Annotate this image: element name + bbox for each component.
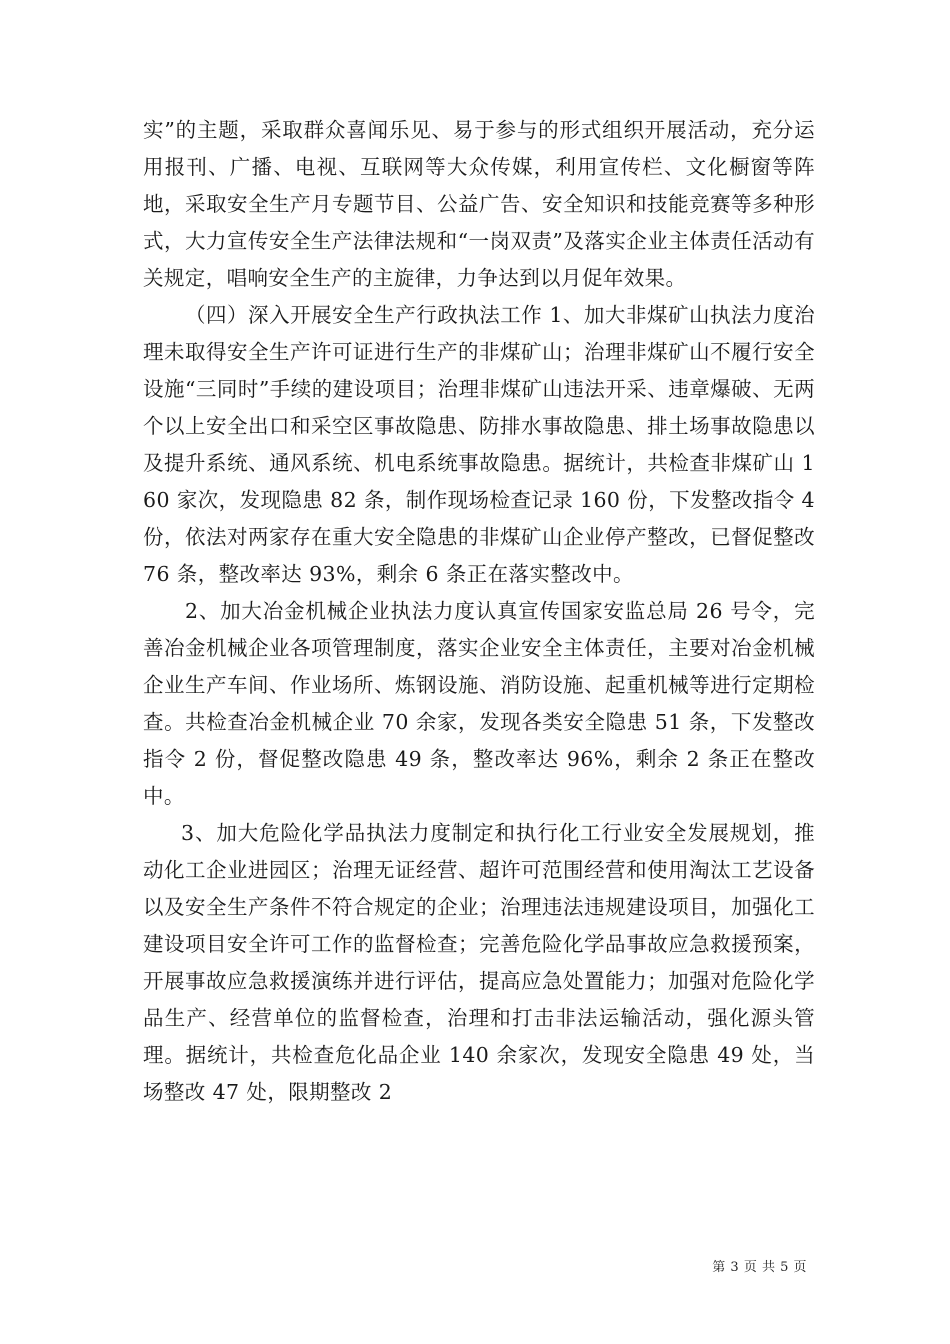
paragraph-metallurgy-enforcement: 2、加大冶金机械企业执法力度认真宣传国家安监总局 26 号令，完善冶金机械企业各项管理制度，落实企业安全主体责任，主要对冶金机械企业生产车间、作业场所、炼钢设施、消防设施、起重机械等进行定期检查。共检查冶金机械企业 70 余家，发现各类安全隐患 51 条，下发整改指令 2 份，督促整改隐患 49 条，整改率达 96%，剩余 2 条正在整改中。	[143, 599, 815, 808]
paragraph-section-four: （四）深入开展安全生产行政执法工作 1、加大非煤矿山执法力度治理未取得安全生产许可证进行生产的非煤矿山；治理非煤矿山不履行安全设施“三同时”手续的建设项目；治理非煤矿山违法开采、违章爆破、无两个以上安全出口和采空区事故隐患、防排水事故隐患、排土场事故隐患以及提升系统、通风系统、机电系统事故隐患。据统计，共检查非煤矿山 160 家次，发现隐患 82 条，制作现场检查记录 160 份，下发整改指令 4 份，依法对两家存在重大安全隐患的非煤矿山企业停产整改，已督促整改 76 条，整改率达 93%，剩余 6 条正在落实整改中。	[143, 303, 815, 586]
paragraph-continuation: 实”的主题，采取群众喜闻乐见、易于参与的形式组织开展活动，充分运用报刊、广播、电视、互联网等大众传媒，利用宣传栏、文化橱窗等阵地，采取安全生产月专题节目、公益广告、安全知识和技能竞赛等多种形式，大力宣传安全生产法律法规和“一岗双责”及落实企业主体责任活动有关规定，唱响安全生产的主旋律，力争达到以月促年效果。	[143, 118, 815, 290]
paragraph-hazardous-chemicals: 3、加大危险化学品执法力度制定和执行化工行业安全发展规划，推动化工企业进园区；治理无证经营、超许可范围经营和使用淘汰工艺设备以及安全生产条件不符合规定的企业；治理违法违规建设项目，加强化工建设项目安全许可工作的监督检查；完善危险化学品事故应急救援预案，开展事故应急救援演练并进行评估，提高应急处置能力；加强对危险化学品生产、经营单位的监督检查，治理和打击非法运输活动，强化源头管理。据统计，共检查危化品企业 140 余家次，发现安全隐患 49 处，当场整改 47 处，限期整改 2	[143, 821, 815, 1104]
page-number: 第 3 页 共 5 页	[712, 1260, 807, 1275]
document-body	[143, 112, 815, 1111]
